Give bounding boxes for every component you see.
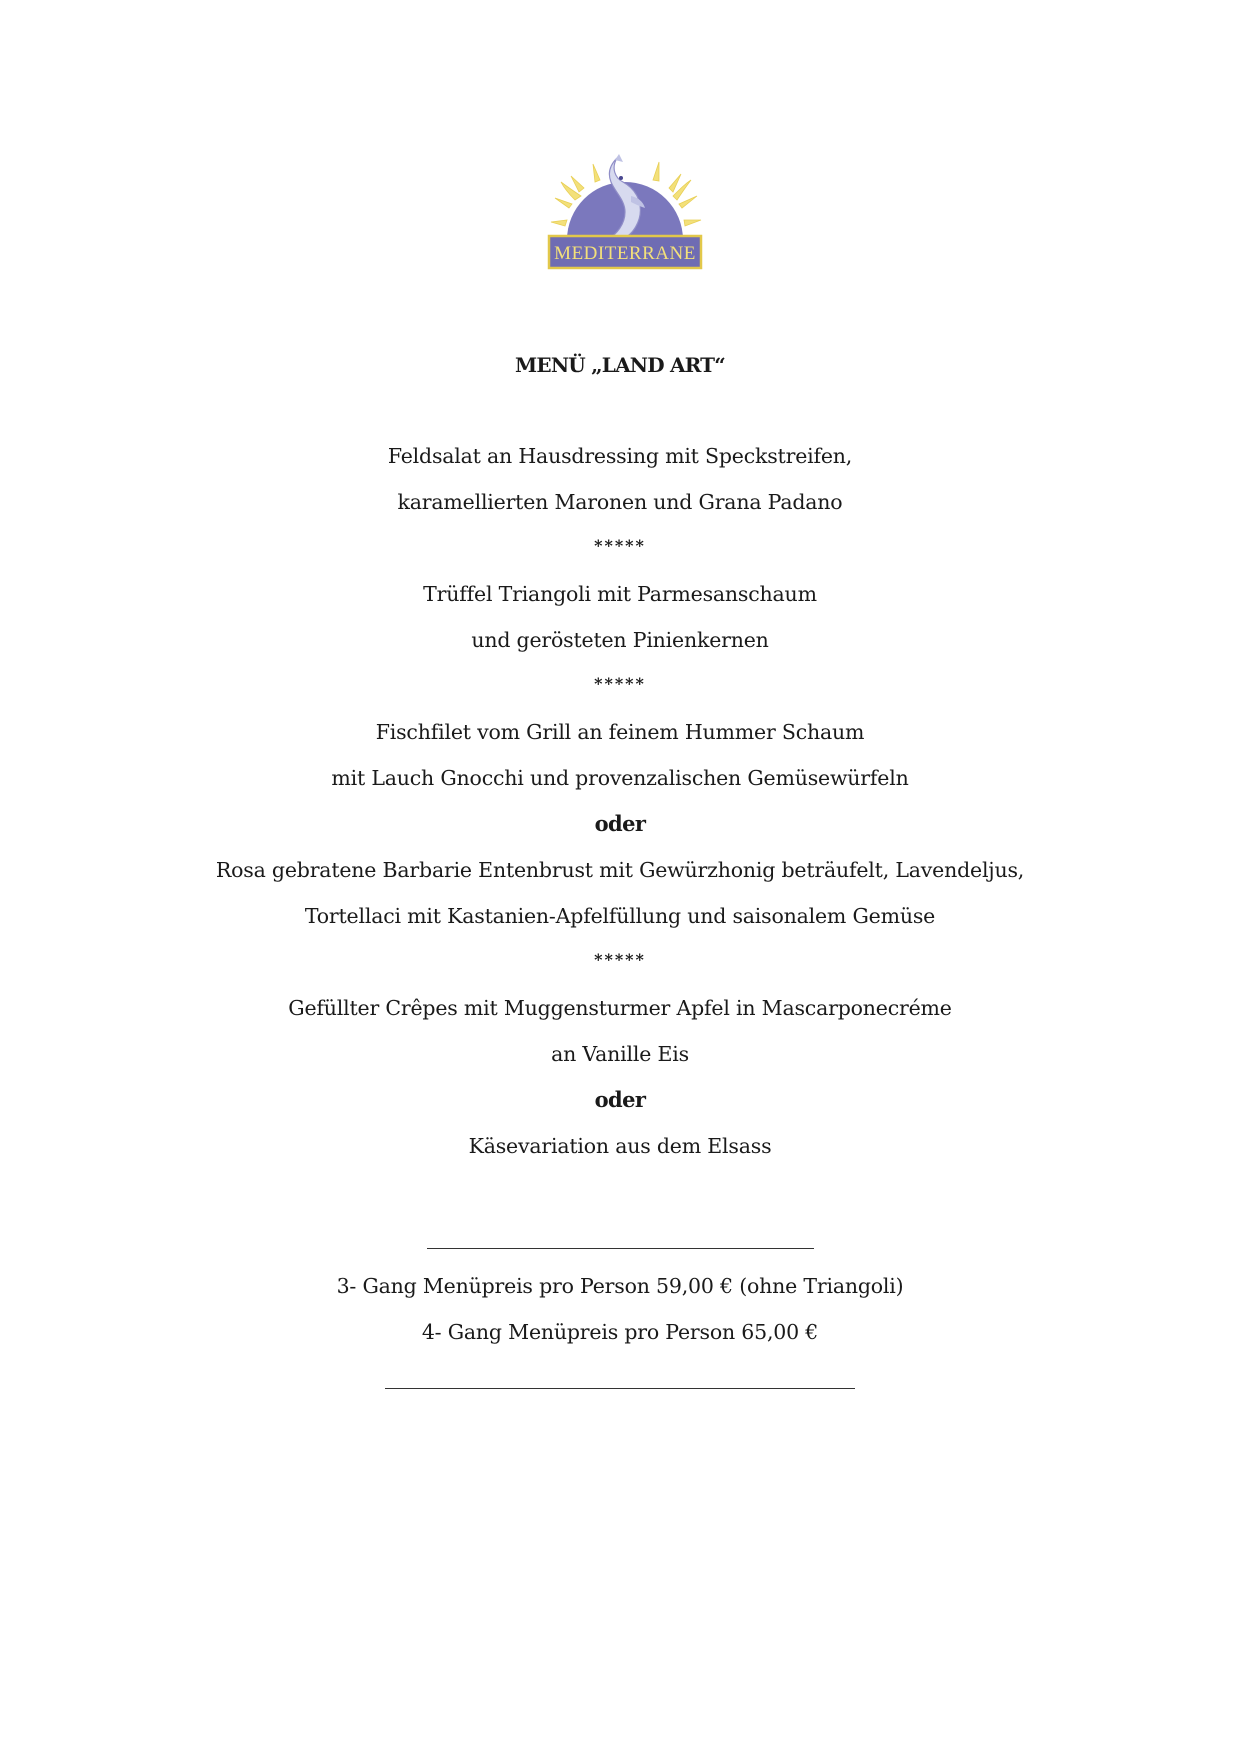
menu-title: MENÜ „LAND ART“ xyxy=(515,353,725,377)
course-4-option-a-line-2: an Vanille Eis xyxy=(551,1042,689,1066)
divider-bottom xyxy=(385,1388,855,1389)
course-3-option-a-line-2: mit Lauch Gnocchi und provenzalischen Gemüsewürfeln xyxy=(331,766,909,790)
price-three-course: 3- Gang Menüpreis pro Person 59,00 € (ohne Triangoli) xyxy=(336,1274,904,1298)
course-4-or: oder xyxy=(594,1087,646,1112)
course-4-option-a-line-1: Gefüllter Crêpes mit Muggensturmer Apfel in Mascarponecréme xyxy=(288,996,952,1020)
course-separator: ***** xyxy=(594,674,646,693)
course-separator: ***** xyxy=(594,950,646,969)
price-four-course: 4- Gang Menüpreis pro Person 65,00 € xyxy=(421,1320,819,1344)
mediterrane-logo xyxy=(545,148,705,276)
course-separator: ***** xyxy=(594,536,646,555)
course-1-line-2: karamellierten Maronen und Grana Padano xyxy=(397,490,843,514)
course-4-option-b-line-1: Käsevariation aus dem Elsass xyxy=(468,1134,772,1158)
logo-text: MEDITERRANE xyxy=(554,243,696,264)
course-3-option-a-line-1: Fischfilet vom Grill an feinem Hummer Schaum xyxy=(375,720,865,744)
course-3-option-b-line-2: Tortellaci mit Kastanien-Apfelfüllung und saisonalem Gemüse xyxy=(304,904,936,928)
course-1-line-1: Feldsalat an Hausdressing mit Speckstreifen, xyxy=(387,444,853,468)
course-2-line-1: Trüffel Triangoli mit Parmesanschaum xyxy=(423,582,817,606)
course-2-line-2: und gerösteten Pinienkernen xyxy=(471,628,769,652)
course-3-option-b-line-1: Rosa gebratene Barbarie Entenbrust mit Gewürzhonig beträufelt, Lavendeljus, xyxy=(215,858,1025,882)
divider-top xyxy=(427,1248,814,1249)
course-3-or: oder xyxy=(594,811,646,836)
